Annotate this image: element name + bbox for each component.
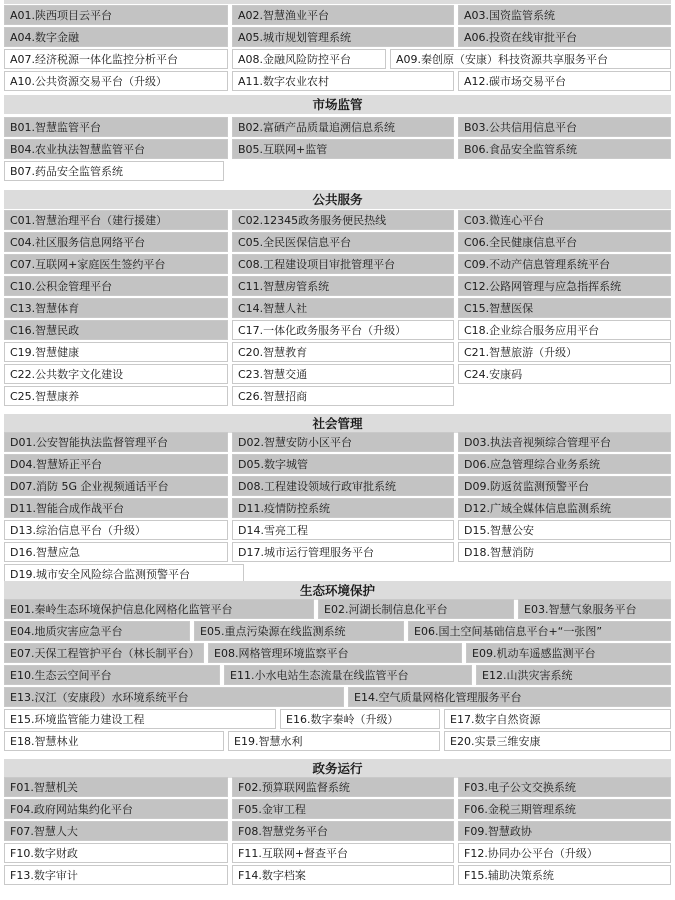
- platform-item-a03: A03.国资监管系统: [458, 5, 671, 25]
- platform-item-f03: F03.电子公文交换系统: [458, 777, 671, 797]
- platform-item-e04: E04.地质灾害应急平台: [4, 621, 190, 641]
- platform-item-e11: E11.小水电站生态流量在线监管平台: [224, 665, 472, 685]
- platform-item-a07: A07.经济税源一体化监控分析平台: [4, 49, 228, 69]
- platform-item-f14: F14.数字档案: [232, 865, 454, 885]
- platform-item-e05: E05.重点污染源在线监测系统: [194, 621, 404, 641]
- table-row: [4, 643, 671, 665]
- platform-item-d08: D08.工程建设领域行政审批系统: [232, 476, 454, 496]
- table-row: [4, 777, 671, 799]
- top-band: [4, 0, 671, 4]
- platform-item-f12: F12.协同办公平台（升级）: [458, 843, 671, 863]
- platform-item-e07: E07.天保工程管护平台（林长制平台）: [4, 643, 204, 663]
- table-row: [4, 342, 671, 364]
- table-row: [4, 298, 671, 320]
- platform-item-f15: F15.辅助决策系统: [458, 865, 671, 885]
- platform-item-f04: F04.政府网站集约化平台: [4, 799, 228, 819]
- platform-item-d12: D12.广域全媒体信息监测系统: [458, 498, 671, 518]
- platform-item-c25: C25.智慧康养: [4, 386, 228, 406]
- platform-item-a01: A01.陕西项目云平台: [4, 5, 228, 25]
- table-row: [4, 821, 671, 843]
- table-row: [4, 161, 671, 183]
- platform-item-e09: E09.机动车遥感监测平台: [466, 643, 671, 663]
- platform-item-d13: D13.综治信息平台（升级）: [4, 520, 228, 540]
- table-row: [4, 665, 671, 687]
- section-title: 生态环境保护: [4, 581, 671, 600]
- platform-item-f01: F01.智慧机关: [4, 777, 228, 797]
- platform-item-b05: B05.互联网+监管: [232, 139, 454, 159]
- platform-item-d18: D18.智慧消防: [458, 542, 671, 562]
- section-title: 政务运行: [4, 759, 671, 778]
- platform-item-c18: C18.企业综合服务应用平台: [458, 320, 671, 340]
- table-row: [4, 71, 671, 93]
- platform-item-d02: D02.智慧安防小区平台: [232, 432, 454, 452]
- platform-item-f02: F02.预算联网监督系统: [232, 777, 454, 797]
- platform-item-e02: E02.河湖长制信息化平台: [318, 599, 514, 619]
- table-row: [4, 731, 671, 753]
- platform-item-d11: D11.智能合成作战平台: [4, 498, 228, 518]
- table-row: [4, 454, 671, 476]
- platform-item-c06: C06.全民健康信息平台: [458, 232, 671, 252]
- platform-item-e10: E10.生态云空间平台: [4, 665, 220, 685]
- platform-item-e01: E01.秦岭生态环境保护信息化网格化监管平台: [4, 599, 314, 619]
- platform-item-c20: C20.智慧教育: [232, 342, 454, 362]
- platform-item-b03: B03.公共信用信息平台: [458, 117, 671, 137]
- table-row: [4, 599, 671, 621]
- platform-item-e08: E08.网格管理环境监察平台: [208, 643, 462, 663]
- platform-item-c09: C09.不动产信息管理系统平台: [458, 254, 671, 274]
- platform-item-c26: C26.智慧招商: [232, 386, 454, 406]
- table-row: [4, 5, 671, 27]
- table-row: [4, 139, 671, 161]
- platform-item-e12: E12.山洪灾害系统: [476, 665, 671, 685]
- platform-item-e06: E06.国土空间基础信息平台+“一张图”: [408, 621, 671, 641]
- platform-item-a12: A12.碳市场交易平台: [458, 71, 671, 91]
- platform-item-a02: A02.智慧渔业平台: [232, 5, 454, 25]
- platform-item-c02: C02.12345政务服务便民热线: [232, 210, 454, 230]
- platform-item-c22: C22.公共数字文化建设: [4, 364, 228, 384]
- platform-item-e13: E13.汉江（安康段）水环境系统平台: [4, 687, 344, 707]
- platform-item-d14: D14.雪亮工程: [232, 520, 454, 540]
- platform-item-f11: F11.互联网+督查平台: [232, 843, 454, 863]
- platform-item-d03: D03.执法音视频综合管理平台: [458, 432, 671, 452]
- platform-item-e15: E15.环境监管能力建设工程: [4, 709, 276, 729]
- table-row: [4, 621, 671, 643]
- platform-item-c04: C04.社区服务信息网络平台: [4, 232, 228, 252]
- platform-item-f06: F06.金税三期管理系统: [458, 799, 671, 819]
- platform-item-b01: B01.智慧监管平台: [4, 117, 228, 137]
- platform-item-a04: A04.数字金融: [4, 27, 228, 47]
- platform-item-e18: E18.智慧林业: [4, 731, 224, 751]
- platform-item-c05: C05.全民医保信息平台: [232, 232, 454, 252]
- platform-item-c14: C14.智慧人社: [232, 298, 454, 318]
- platform-item-e14: E14.空气质量网格化管理服务平台: [348, 687, 671, 707]
- platform-item-f07: F07.智慧人大: [4, 821, 228, 841]
- table-row: [4, 432, 671, 454]
- platform-item-d01: D01.公安智能执法监督管理平台: [4, 432, 228, 452]
- platform-item-f08: F08.智慧党务平台: [232, 821, 454, 841]
- table-row: [4, 386, 671, 408]
- platform-item-a11: A11.数字农业农村: [232, 71, 454, 91]
- platform-item-e16: E16.数字秦岭（升级）: [280, 709, 440, 729]
- platform-item-c12: C12.公路网管理与应急指挥系统: [458, 276, 671, 296]
- platform-item-c10: C10.公积金管理平台: [4, 276, 228, 296]
- platform-item-f10: F10.数字财政: [4, 843, 228, 863]
- platform-item-d07: D07.消防 5G 企业视频通话平台: [4, 476, 228, 496]
- platform-item-a05: A05.城市规划管理系统: [232, 27, 454, 47]
- platform-item-c08: C08.工程建设项目审批管理平台: [232, 254, 454, 274]
- section-title: 市场监管: [4, 95, 671, 114]
- platform-item-e03: E03.智慧气象服务平台: [518, 599, 671, 619]
- table-row: [4, 232, 671, 254]
- platform-item-d15: D15.智慧公安: [458, 520, 671, 540]
- platform-item-d11: D11.疫情防控系统: [232, 498, 454, 518]
- platform-item-a08: A08.金融风险防控平台: [232, 49, 386, 69]
- table-row: [4, 320, 671, 342]
- platform-item-c16: C16.智慧民政: [4, 320, 228, 340]
- platform-item-c11: C11.智慧房管系统: [232, 276, 454, 296]
- platform-item-b06: B06.食品安全监管系统: [458, 139, 671, 159]
- platform-item-e20: E20.实景三维安康: [444, 731, 671, 751]
- table-row: [4, 498, 671, 520]
- table-row: [4, 364, 671, 386]
- platform-item-c17: C17.一体化政务服务平台（升级）: [232, 320, 454, 340]
- platform-item-c21: C21.智慧旅游（升级）: [458, 342, 671, 362]
- table-row: [4, 709, 671, 731]
- table-row: [4, 117, 671, 139]
- platform-item-a06: A06.投资在线审批平台: [458, 27, 671, 47]
- platform-item-b02: B02.富硒产品质量追溯信息系统: [232, 117, 454, 137]
- section-title: 公共服务: [4, 190, 671, 209]
- section-title: 社会管理: [4, 414, 671, 433]
- table-row: [4, 49, 671, 71]
- table-row: [4, 799, 671, 821]
- platform-item-e19: E19.智慧水利: [228, 731, 440, 751]
- table-row: [4, 843, 671, 865]
- table-row: [4, 276, 671, 298]
- table-row: [4, 210, 671, 232]
- platform-item-c15: C15.智慧医保: [458, 298, 671, 318]
- platform-item-b04: B04.农业执法智慧监管平台: [4, 139, 228, 159]
- platform-item-c13: C13.智慧体育: [4, 298, 228, 318]
- platform-item-c23: C23.智慧交通: [232, 364, 454, 384]
- platform-item-d05: D05.数字城管: [232, 454, 454, 474]
- platform-item-c07: C07.互联网+家庭医生签约平台: [4, 254, 228, 274]
- table-row: [4, 27, 671, 49]
- table-row: [4, 865, 671, 887]
- platform-item-a09: A09.秦创原（安康）科技资源共享服务平台: [390, 49, 671, 69]
- platform-item-e17: E17.数字自然资源: [444, 709, 671, 729]
- table-row: [4, 476, 671, 498]
- platform-item-f05: F05.金审工程: [232, 799, 454, 819]
- platform-item-d17: D17.城市运行管理服务平台: [232, 542, 454, 562]
- platform-item-d16: D16.智慧应急: [4, 542, 228, 562]
- platform-item-c24: C24.安康码: [458, 364, 671, 384]
- platform-item-d09: D09.防返贫监测预警平台: [458, 476, 671, 496]
- table-row: [4, 542, 671, 564]
- platform-item-c19: C19.智慧健康: [4, 342, 228, 362]
- table-row: [4, 254, 671, 276]
- table-row: [4, 520, 671, 542]
- platform-item-d06: D06.应急管理综合业务系统: [458, 454, 671, 474]
- platform-item-a10: A10.公共资源交易平台（升级）: [4, 71, 228, 91]
- platform-item-f13: F13.数字审计: [4, 865, 228, 885]
- platform-item-b07: B07.药品安全监管系统: [4, 161, 224, 181]
- table-row: [4, 687, 671, 709]
- platform-item-d19: D19.城市安全风险综合监测预警平台: [4, 564, 244, 584]
- platform-item-c03: C03.微连心平台: [458, 210, 671, 230]
- platform-item-d04: D04.智慧矫正平台: [4, 454, 228, 474]
- platform-item-c01: C01.智慧治理平台（建行援建）: [4, 210, 228, 230]
- platform-item-f09: F09.智慧政协: [458, 821, 671, 841]
